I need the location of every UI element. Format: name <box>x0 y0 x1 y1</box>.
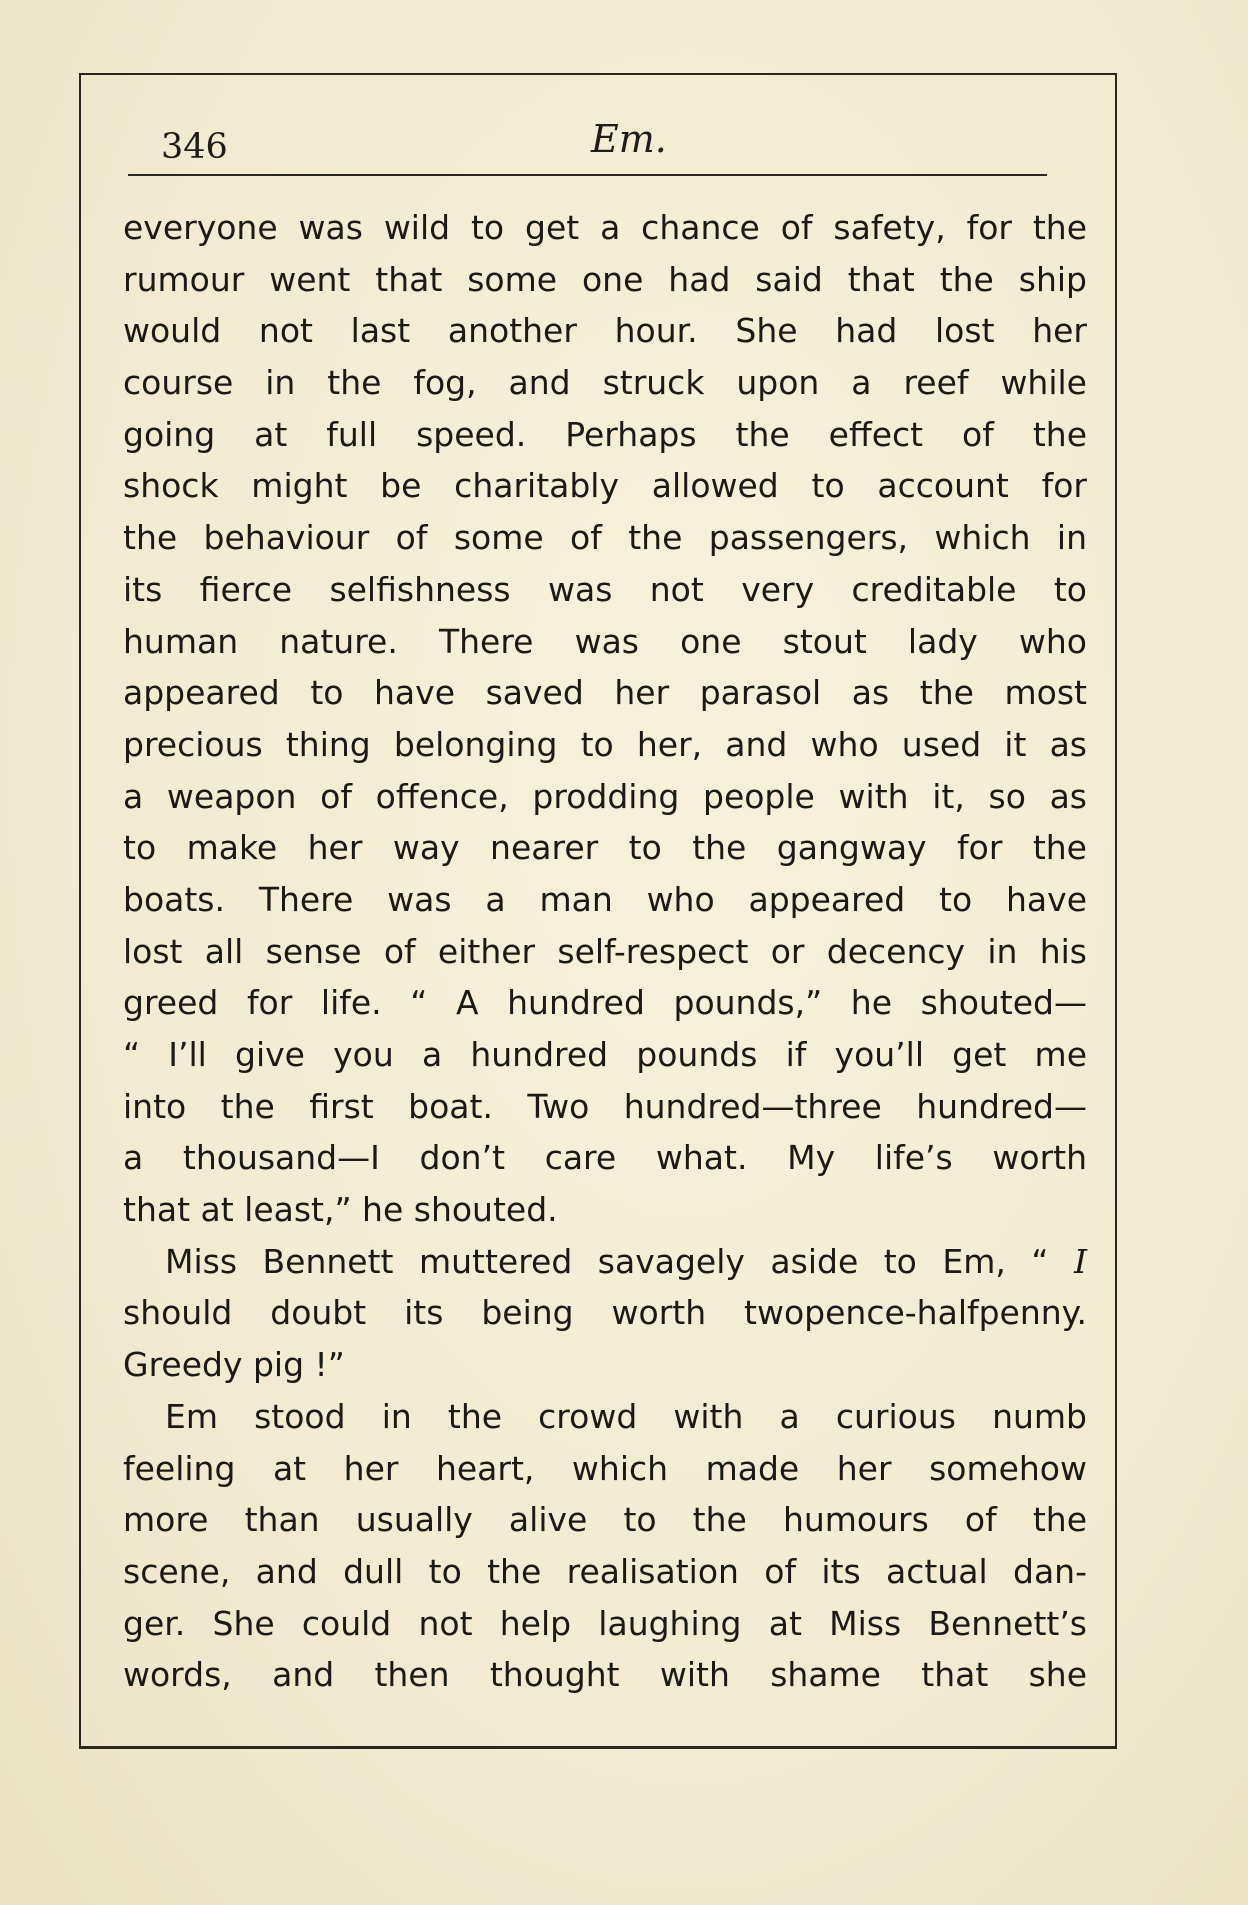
text-line: would not last another hour. She had lost her <box>123 311 1087 351</box>
page-number: 346 <box>161 127 228 167</box>
text-line: shock might be charitably allowed to account for <box>123 466 1087 506</box>
page-title: Em. <box>591 117 667 161</box>
text-line: everyone was wild to get a chance of safety, for the <box>123 208 1087 247</box>
page-frame <box>79 73 1117 1749</box>
text-line: its fierce selfishness was not very creditable to <box>123 569 1087 609</box>
text-line: going at full speed. Perhaps the effect of the <box>123 414 1087 454</box>
italic-word: I <box>1073 1241 1087 1281</box>
text-line: precious thing belonging to her, and who used it as <box>123 724 1087 764</box>
text-line: feeling at her heart, which made her somehow <box>123 1448 1087 1488</box>
text-line: scene, and dull to the realisation of its actual dan- <box>123 1551 1087 1591</box>
text-line: to make her way nearer to the gangway for the <box>123 828 1087 868</box>
text-line: a thousand—I don’t care what. My life’s worth <box>123 1138 1087 1178</box>
text-line: “ I’ll give you a hundred pounds if you’ll get me <box>123 1035 1087 1074</box>
text-line: rumour went that some one had said that the ship <box>123 259 1087 299</box>
body-text <box>123 202 1087 1701</box>
text-line: a weapon of offence, prodding people with it, so as <box>123 776 1087 816</box>
text-line: human nature. There was one stout lady who <box>123 621 1087 661</box>
text-line: that at least,” he shouted. <box>123 1190 558 1230</box>
text-line: words, and then thought with shame that she <box>123 1655 1087 1695</box>
text-line: greed for life. “ A hundred pounds,” he shouted— <box>123 983 1087 1023</box>
text-line: into the first boat. Two hundred—three hundred— <box>123 1086 1087 1126</box>
text-line-run: Miss Bennett muttered savagely aside to Em, “ <box>165 1241 1049 1281</box>
header-rule <box>128 174 1047 176</box>
text-line: the behaviour of some of the passengers, which in <box>123 518 1087 558</box>
text-line: boats. There was a man who appeared to have <box>123 879 1087 919</box>
text-line <box>123 1236 1087 1288</box>
text-line: lost all sense of either self-respect or decency in his <box>123 931 1087 971</box>
text-line: should doubt its being worth twopence-halfpenny. <box>123 1293 1087 1333</box>
text-line: Greedy pig !” <box>123 1345 345 1385</box>
running-head <box>121 105 1079 185</box>
text-line: appeared to have saved her parasol as the most <box>123 673 1087 713</box>
text-line: course in the fog, and struck upon a reef while <box>123 363 1087 403</box>
text-line: ger. She could not help laughing at Miss Bennett’s <box>123 1603 1087 1643</box>
text-line: Em stood in the crowd with a curious numb <box>165 1396 1087 1436</box>
text-line: more than usually alive to the humours of the <box>123 1500 1087 1540</box>
